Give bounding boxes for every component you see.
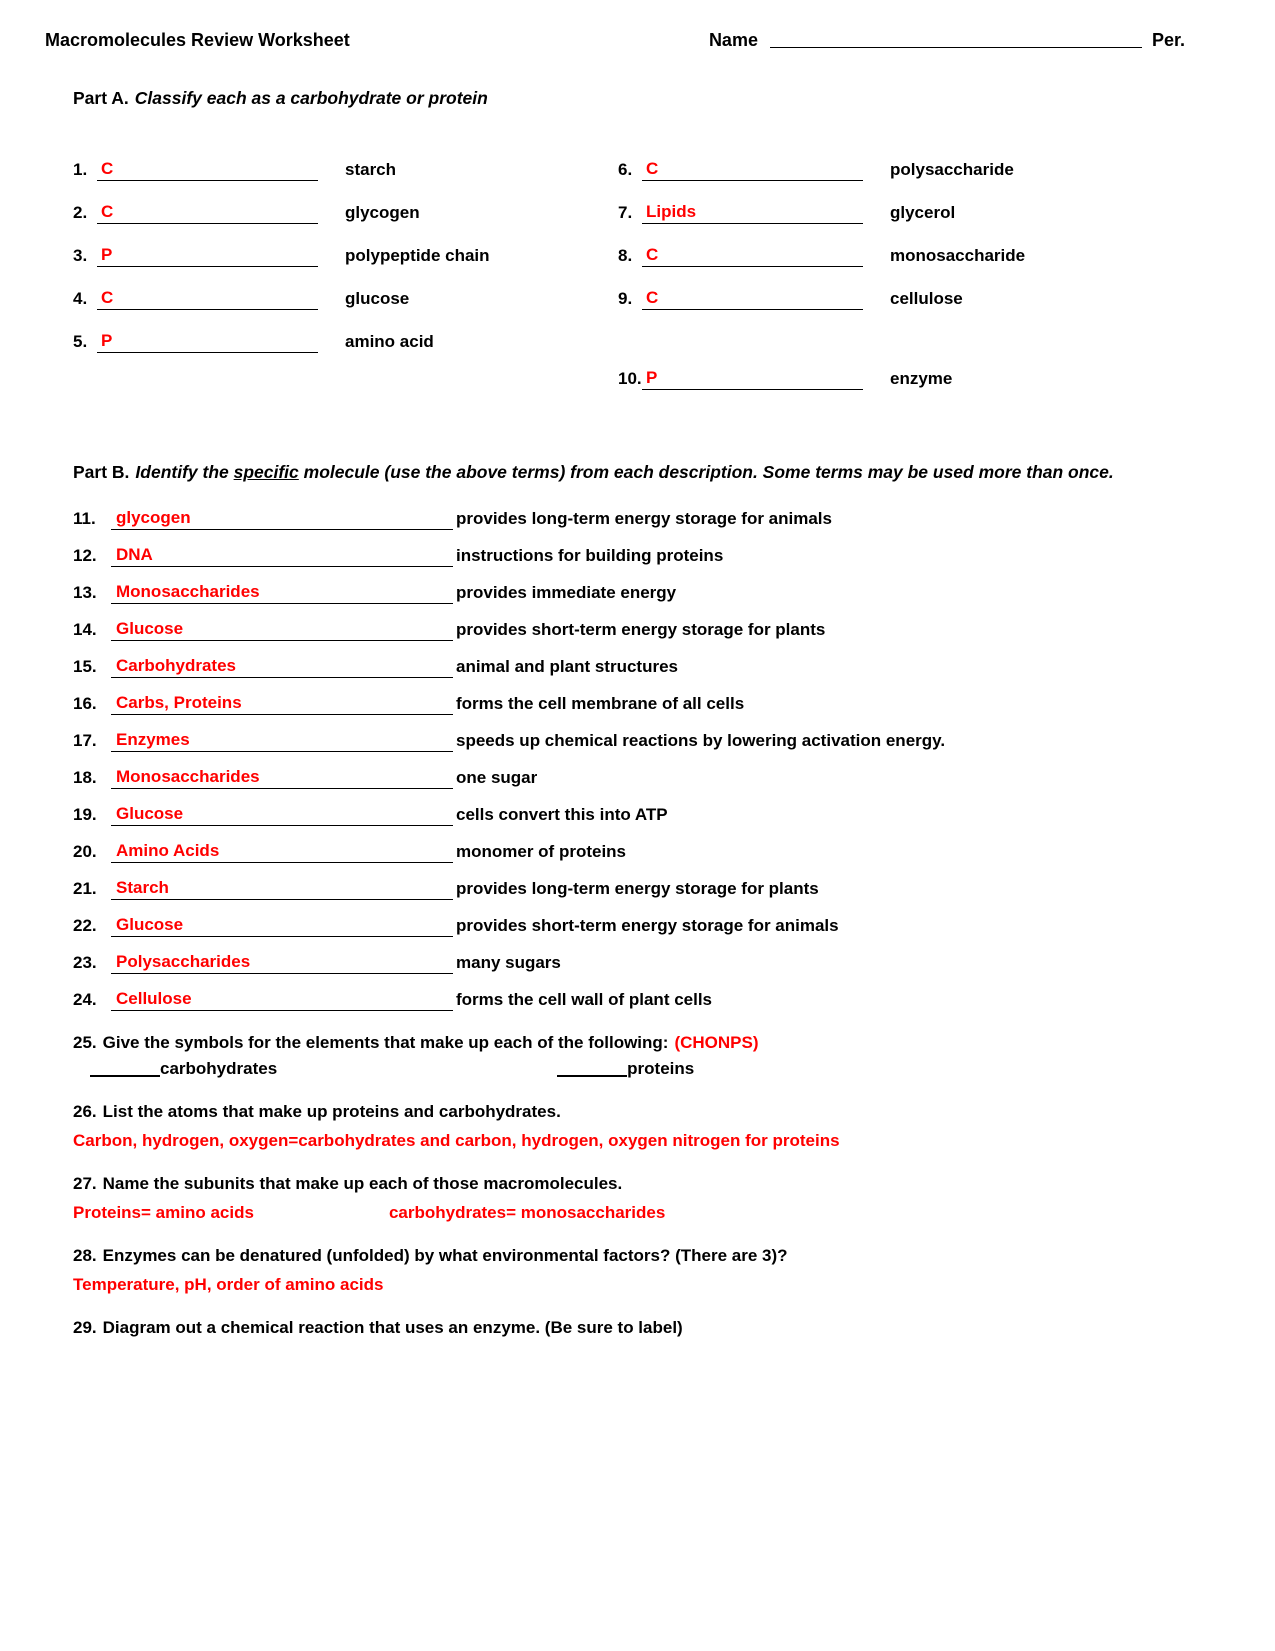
question-28-prompt-line (73, 1245, 1230, 1267)
identification-item (73, 766, 1230, 789)
answer-blank-line (97, 200, 318, 224)
item-answer: glycogen (116, 508, 191, 527)
question-26 (73, 1101, 1230, 1152)
item-answer: Monosaccharides (116, 582, 260, 601)
proteins-label: proteins (627, 1059, 695, 1078)
carbohydrates-label: carbohydrates (160, 1059, 278, 1078)
identification-item (73, 877, 1230, 900)
item-description: provides long-term energy storage for animals (456, 509, 832, 528)
identification-item (73, 914, 1230, 937)
item-number: 6. (618, 160, 633, 179)
question-29 (73, 1317, 1230, 1339)
part-b-label: Part B. (73, 462, 130, 482)
item-number: 12. (73, 546, 97, 565)
item-number: 8. (618, 246, 633, 265)
identification-item (73, 729, 1230, 752)
part-b-instruction-specific: specific (233, 462, 299, 482)
item-description: speeds up chemical reactions by lowering activation energy. (456, 731, 946, 750)
item-description: forms the cell wall of plant cells (456, 990, 713, 1009)
part-b-instruction-pre: Identify the (135, 462, 234, 482)
classification-item (618, 286, 1025, 310)
part-b-heading (73, 459, 1118, 485)
item-term: glucose (345, 289, 410, 308)
item-number: 13. (73, 583, 97, 602)
item-number: 23. (73, 953, 97, 972)
question-27 (73, 1173, 1230, 1224)
item-number: 10. (618, 369, 642, 388)
item-term: enzyme (890, 369, 953, 388)
classification-item (73, 200, 618, 224)
name-label: Name (708, 30, 758, 50)
identification-item (73, 655, 1230, 678)
answer-blank-line (642, 366, 863, 390)
item-answer: P (646, 368, 658, 387)
identification-item (73, 988, 1230, 1011)
answer-blank-line (642, 200, 863, 224)
question-prompt: Enzymes can be denatured (unfolded) by what environmental factors? (There are 3)? (102, 1246, 788, 1265)
item-term: polypeptide chain (345, 246, 490, 265)
item-answer: C (646, 288, 659, 307)
item-answer: P (101, 331, 113, 350)
classification-item (73, 157, 618, 181)
question-27-answer-proteins: Proteins= amino acids (73, 1203, 254, 1222)
item-number: 9. (618, 289, 633, 308)
question-27-prompt-line (73, 1173, 1230, 1195)
item-description: provides immediate energy (456, 583, 677, 602)
item-term: monosaccharide (890, 246, 1026, 265)
answer-blank-line (642, 286, 863, 310)
answer-blank-line (97, 157, 318, 181)
answer-blank-line (642, 243, 863, 267)
classification-item (73, 286, 618, 310)
name-field (709, 30, 1185, 51)
identification-item (73, 692, 1230, 715)
answer-blank-line (111, 914, 453, 937)
answer-blank-line (111, 655, 453, 678)
item-description: provides short-term energy storage for animals (456, 916, 839, 935)
part-b-questions (73, 507, 1230, 1011)
question-number: 27. (73, 1174, 97, 1193)
answer-blank-line (111, 803, 453, 826)
proteins-blank-line (557, 1075, 627, 1077)
item-number: 5. (73, 332, 88, 351)
question-number: 28. (73, 1246, 97, 1265)
item-description: one sugar (456, 768, 538, 787)
part-a-right-column (618, 157, 1025, 409)
item-answer: Glucose (116, 915, 184, 934)
answer-blank-line (111, 544, 453, 567)
classification-item (618, 243, 1025, 267)
header (45, 30, 1230, 51)
item-number: 19. (73, 805, 97, 824)
classification-item (618, 200, 1025, 224)
item-answer: DNA (116, 545, 153, 564)
question-number: 26. (73, 1102, 97, 1121)
question-prompt: Diagram out a chemical reaction that uses an enzyme. (Be sure to label) (102, 1318, 683, 1337)
answer-blank-line (111, 581, 453, 604)
item-answer: C (646, 159, 659, 178)
item-answer: P (101, 245, 113, 264)
item-number: 1. (73, 160, 88, 179)
part-a-label: Part A. (73, 88, 129, 108)
answer-blank-line (642, 157, 863, 181)
identification-item (73, 803, 1230, 826)
question-28-answer: Temperature, pH, order of amino acids (73, 1275, 384, 1294)
item-description: instructions for building proteins (456, 546, 724, 565)
identification-item (73, 581, 1230, 604)
identification-item (73, 951, 1230, 974)
question-27-answer-line (73, 1202, 1230, 1224)
classification-item (73, 329, 618, 353)
item-term: glycerol (890, 203, 956, 222)
item-answer: Amino Acids (116, 841, 220, 860)
item-term: polysaccharide (890, 160, 1014, 179)
item-description: many sugars (456, 953, 561, 972)
part-b-free-response (73, 1032, 1230, 1339)
page-title: Macromolecules Review Worksheet (45, 30, 350, 50)
classification-item (618, 157, 1025, 181)
answer-blank-line (111, 840, 453, 863)
identification-item (73, 544, 1230, 567)
classification-item (73, 243, 618, 267)
part-a-instruction: Classify each as a carbohydrate or protein (134, 88, 488, 108)
item-number: 14. (73, 620, 97, 639)
item-number: 7. (618, 203, 633, 222)
item-number: 16. (73, 694, 97, 713)
item-term: starch (345, 160, 397, 179)
answer-blank-line (111, 951, 453, 974)
carbohydrates-blank-line (90, 1075, 160, 1077)
question-28 (73, 1245, 1230, 1296)
classification-item (618, 366, 1025, 390)
part-a-left-column (73, 157, 618, 409)
item-number: 24. (73, 990, 97, 1009)
answer-blank-line (111, 877, 453, 900)
answer-blank-line (97, 286, 318, 310)
item-number: 2. (73, 203, 88, 222)
part-a-heading (73, 85, 1230, 111)
question-prompt: Name the subunits that make up each of those macromolecules. (102, 1174, 623, 1193)
item-number: 3. (73, 246, 88, 265)
item-description: animal and plant structures (456, 657, 678, 676)
question-prompt: Give the symbols for the elements that make up each of the following: (102, 1033, 669, 1052)
question-25-blanks-line (90, 1058, 1230, 1080)
answer-blank-line (111, 618, 453, 641)
question-number: 29. (73, 1318, 97, 1337)
name-blank-line (770, 46, 1142, 48)
item-number: 20. (73, 842, 97, 861)
item-answer: Lipids (646, 202, 697, 221)
item-number: 18. (73, 768, 97, 787)
question-25 (73, 1032, 1230, 1080)
item-number: 17. (73, 731, 97, 750)
item-answer: Polysaccharides (116, 952, 251, 971)
answer-blank-line (111, 766, 453, 789)
item-description: monomer of proteins (456, 842, 627, 861)
item-answer: C (101, 159, 114, 178)
identification-item (73, 840, 1230, 863)
item-number: 11. (73, 509, 96, 528)
item-answer: Carbohydrates (116, 656, 236, 675)
answer-blank-line (111, 729, 453, 752)
item-term: amino acid (345, 332, 434, 351)
item-number: 21. (73, 879, 97, 898)
item-answer: Enzymes (116, 730, 190, 749)
question-answer: (CHONPS) (674, 1033, 759, 1052)
item-number: 22. (73, 916, 97, 935)
identification-item (73, 618, 1230, 641)
answer-blank-line (97, 243, 318, 267)
item-description: provides long-term energy storage for plants (456, 879, 819, 898)
part-b-instruction-post: molecule (use the above terms) from each description. Some terms may be used more than once. (298, 462, 1114, 482)
answer-blank-line (111, 988, 453, 1011)
item-answer: Starch (116, 878, 169, 897)
question-26-answer: Carbon, hydrogen, oxygen=carbohydrates and carbon, hydrogen, oxygen nitrogen for proteins (73, 1131, 840, 1150)
item-answer: C (101, 202, 114, 221)
part-a-questions (73, 157, 1230, 409)
item-description: cells convert this into ATP (456, 805, 668, 824)
answer-blank-line (97, 329, 318, 353)
item-term: cellulose (890, 289, 963, 308)
question-26-prompt-line (73, 1101, 1230, 1123)
identification-item (73, 507, 1230, 530)
item-answer: Carbs, Proteins (116, 693, 242, 712)
answer-blank-line (111, 692, 453, 715)
item-answer: C (646, 245, 659, 264)
item-number: 15. (73, 657, 97, 676)
item-answer: C (101, 288, 114, 307)
item-number: 4. (73, 289, 88, 308)
question-29-prompt-line (73, 1317, 1230, 1339)
item-term: glycogen (345, 203, 420, 222)
question-27-answer-carbohydrates: carbohydrates= monosaccharides (388, 1203, 666, 1222)
per-label: Per. (1151, 30, 1185, 50)
question-25-prompt-line (73, 1032, 1230, 1054)
question-prompt: List the atoms that make up proteins and carbohydrates. (102, 1102, 561, 1121)
item-answer: Glucose (116, 804, 184, 823)
item-answer: Glucose (116, 619, 184, 638)
answer-blank-line (111, 507, 453, 530)
item-description: provides short-term energy storage for plants (456, 620, 826, 639)
item-answer: Monosaccharides (116, 767, 260, 786)
question-number: 25. (73, 1033, 97, 1052)
item-description: forms the cell membrane of all cells (456, 694, 745, 713)
item-answer: Cellulose (116, 989, 192, 1008)
